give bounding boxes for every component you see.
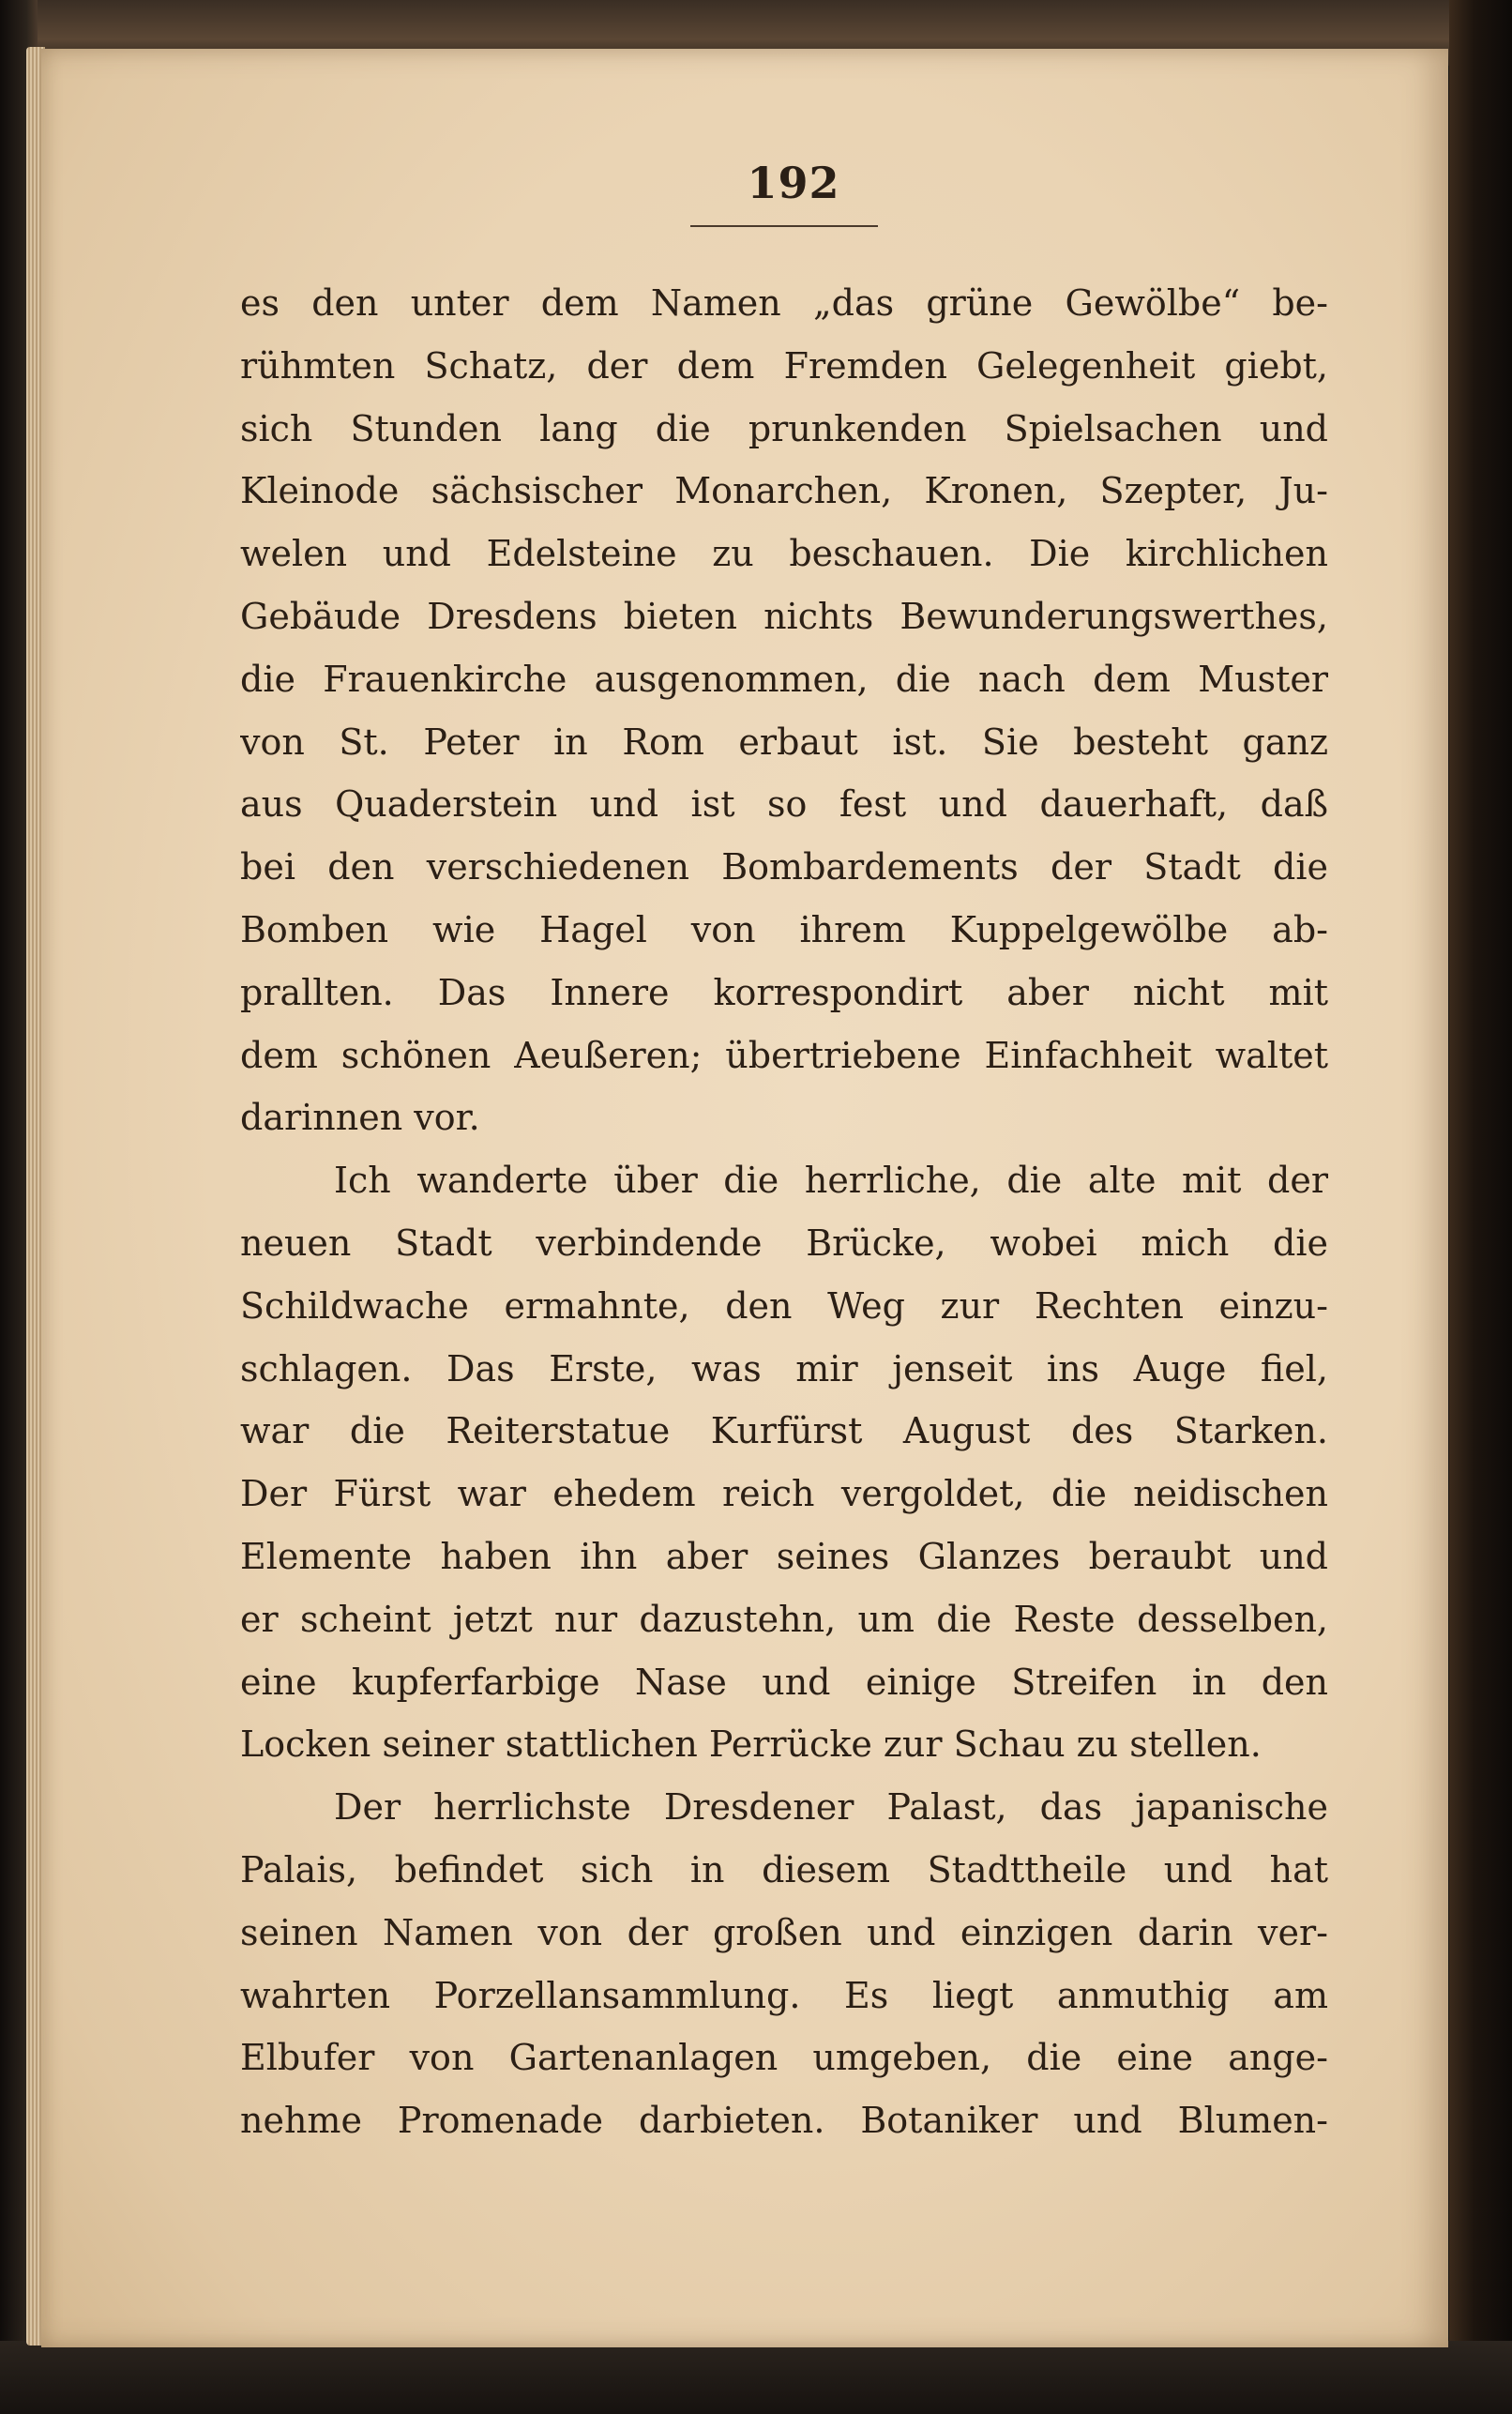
text-line: welen und Edelsteine zu beschauen. Die kirchlichen (240, 533, 1328, 575)
text-line: es den unter dem Namen „das grüne Gewölbe“ be- (240, 282, 1328, 324)
text-line: Elbufer von Gartenanlagen umgeben, die eine ange- (240, 2037, 1328, 2079)
text-line: sich Stunden lang die prunkenden Spielsachen und (240, 407, 1328, 449)
text-line: Der Fürst war ehedem reich vergoldet, die neidischen (240, 1473, 1328, 1515)
page-number: 192 (747, 158, 840, 208)
page-number-rule (690, 225, 878, 227)
text-line: Schildwache ermahnte, den Weg zur Rechten einzu- (240, 1284, 1328, 1327)
text-line: Der herrlichste Dresdener Palast, das japanische (334, 1786, 1328, 1829)
text-line: Locken seiner stattlichen Perrücke zur Schau zu stellen. (240, 1723, 1262, 1766)
body-text (240, 272, 1328, 2152)
text-line: seinen Namen von der großen und einzigen darin ver- (240, 1911, 1328, 1953)
text-line: von St. Peter in Rom erbaut ist. Sie besteht ganz (240, 721, 1328, 763)
text-line: aus Quaderstein und ist so fest und dauerhaft, daß (240, 783, 1328, 826)
text-line: Kleinode sächsischer Monarchen, Kronen, Szepter, Ju- (240, 470, 1328, 512)
text-line: prallten. Das Innere korrespondirt aber nicht mit (240, 971, 1328, 1013)
text-line: war die Reiterstatue Kurfürst August des Starken. (240, 1410, 1328, 1452)
text-line: eine kupferfarbige Nase und einige Streifen in den (240, 1661, 1328, 1703)
text-line: neuen Stadt verbindende Brücke, wobei mich die (240, 1222, 1328, 1264)
text-line: Elemente haben ihn aber seines Glanzes beraubt und (240, 1535, 1328, 1577)
text-line: bei den verschiedenen Bombardements der Stadt die (240, 846, 1328, 888)
text-line: darinnen vor. (240, 1097, 480, 1139)
scan-background-bottom (0, 2341, 1512, 2414)
text-line: Ich wanderte über die herrliche, die alte mit der (334, 1160, 1328, 1202)
text-line: dem schönen Aeußeren; übertriebene Einfachheit waltet (240, 1034, 1328, 1076)
text-line: Palais, befindet sich in diesem Stadttheile und hat (240, 1848, 1328, 1890)
text-line: Gebäude Dresdens bieten nichts Bewunderungswerthes, (240, 595, 1328, 637)
text-line: schlagen. Das Erste, was mir jenseit ins Auge fiel, (240, 1347, 1328, 1389)
text-line: nehme Promenade darbieten. Botaniker und Blumen- (240, 2100, 1328, 2142)
book-spine-edge (1449, 0, 1512, 2414)
text-line: die Frauenkirche ausgenommen, die nach dem Muster (240, 658, 1328, 700)
text-line: wahrten Porzellansammlung. Es liegt anmuthig am (240, 1974, 1328, 2016)
text-line: rühmten Schatz, der dem Fremden Gelegenheit giebt, (240, 344, 1328, 387)
text-line: Bomben wie Hagel von ihrem Kuppelgewölbe ab- (240, 908, 1328, 950)
text-line: er scheint jetzt nur dazustehn, um die Reste desselben, (240, 1598, 1328, 1640)
